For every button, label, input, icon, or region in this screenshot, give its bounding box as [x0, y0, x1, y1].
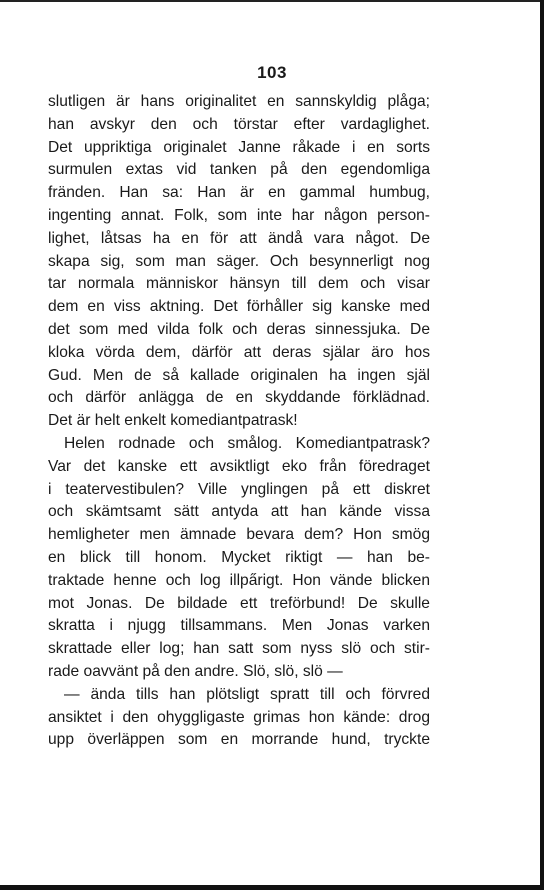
text-line: — ända tills han plötsligt spratt till och förvred	[64, 685, 430, 703]
text-line: surmulen extas vid tanken på den egendomliga	[48, 161, 430, 179]
text-line: traktade henne och log illpa̋rigt. Hon vände blicken	[48, 571, 430, 589]
text-line: kloka vörda dem, därför att deras själar äro hos	[48, 343, 430, 361]
text-line: en blick till honom. Mycket riktigt — han be-	[48, 548, 430, 566]
text-line: Var det kanske ett avsiktligt eko från föredraget	[48, 457, 430, 475]
text-line: fränden. Han sa: Han är en gammal humbug,	[48, 184, 430, 202]
text-line: upp överläppen som en morrande hund, tryckte	[48, 731, 430, 749]
text-line: ansiktet i den ohyggligaste grimas hon kände: drog	[48, 708, 430, 726]
text-line: skapa sig, som man säger. Och besynnerligt nog	[48, 252, 430, 270]
text-line: och därför anlägga de en skyddande förklädnad.	[48, 389, 430, 407]
text-line: skrattade eller log; han satt som nyss slö och stir-	[48, 640, 430, 658]
text-line: Gud. Men de så kallade originalen ha ingen själ	[48, 366, 430, 384]
text-line: slutligen är hans originalitet en sannskyldig plåga;	[48, 93, 430, 110]
text-line: ingenting annat. Folk, som inte har någon person-	[48, 206, 430, 224]
text-line: lighet, låtsas ha en för att ändå vara något. De	[48, 229, 430, 247]
text-line: Det uppriktiga originalet Janne råkade i en sorts	[48, 138, 430, 156]
text-line: tar normala människor hänsyn till dem och visar	[48, 275, 430, 293]
page-number: 103	[257, 63, 287, 82]
body-text	[48, 91, 430, 752]
page-edge-top	[0, 0, 544, 2]
page-edge-right	[540, 0, 544, 890]
text-line: i teatervestibulen? Ville ynglingen på ett diskret	[48, 480, 430, 498]
text-line: Det är helt enkelt komediantpatrask!	[48, 412, 298, 430]
text-line: mot Jonas. De bildade ett treförbund! De skulle	[48, 594, 430, 612]
page-edge-bottom	[0, 885, 544, 890]
text-line: och skämtsamt sätt antyda att han kände vissa	[48, 503, 430, 521]
text-line: skratta i njugg tillsammans. Men Jonas varken	[48, 617, 430, 635]
text-line: det som med vilda folk och deras sinnessjuka. De	[48, 320, 430, 338]
text-line: Helen rodnade och smålog. Komediantpatrask?	[64, 434, 430, 452]
text-line: hemligheter men ämnade bevara dem? Hon smög	[48, 526, 430, 544]
text-line: dem en viss aktning. Det förhåller sig kanske med	[48, 298, 430, 316]
text-line: han avskyr den och törstar efter vardaglighet.	[48, 115, 430, 133]
text-line: rade oavvänt på den andre. Slö, slö, slö —	[48, 662, 343, 680]
